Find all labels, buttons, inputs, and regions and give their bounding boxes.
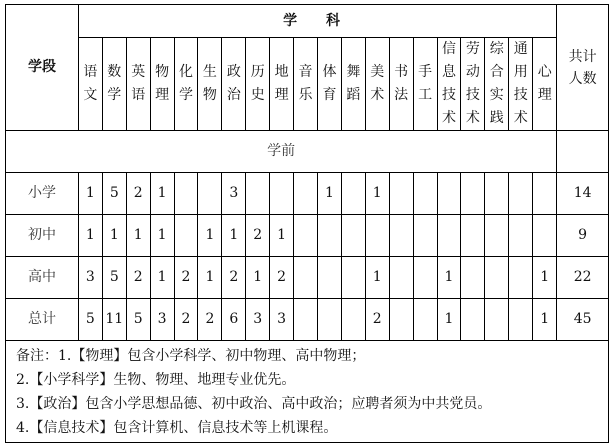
count-cell: 1	[150, 173, 174, 215]
count-cell	[389, 215, 413, 257]
subject-header-cell	[365, 38, 389, 131]
count-cell	[294, 299, 318, 341]
subject-header-cell	[318, 38, 342, 131]
count-cell: 5	[78, 299, 102, 341]
header-row-subjects	[6, 38, 609, 131]
total-cell: 9	[557, 215, 609, 257]
subject-header-label: 地理	[274, 64, 289, 103]
count-cell	[509, 173, 533, 215]
subject-header-label: 生物	[202, 64, 217, 103]
count-cell: 3	[222, 173, 246, 215]
total-column-label: 共计人数	[568, 48, 597, 87]
subject-header-label: 书法	[394, 64, 409, 103]
count-cell	[294, 215, 318, 257]
subject-header-label: 数学	[107, 64, 122, 103]
count-cell	[509, 215, 533, 257]
subject-header-label: 物理	[155, 64, 170, 103]
count-cell	[461, 173, 485, 215]
count-cell	[341, 257, 365, 299]
count-cell	[461, 299, 485, 341]
count-cell: 3	[246, 299, 270, 341]
subject-header-cell	[174, 38, 198, 131]
note-line: 备注：1.【物理】包含小学科学、初中物理、高中物理；	[16, 348, 366, 364]
subject-header-label: 劳动技术	[465, 41, 480, 126]
count-cell: 3	[270, 299, 294, 341]
section-label-preschool: 学前	[6, 131, 557, 173]
subject-group-header: 学 科	[78, 5, 556, 38]
count-cell	[533, 215, 557, 257]
subject-header-label: 化学	[179, 64, 194, 103]
subject-header-label: 通用技术	[513, 41, 528, 126]
section-total-empty	[557, 131, 609, 173]
count-cell: 2	[174, 257, 198, 299]
note-line: 4.【信息技术】包含计算机、信息技术等上机课程。	[16, 420, 338, 436]
subject-header-cell	[533, 38, 557, 131]
section-row-preschool	[6, 131, 609, 173]
count-cell: 1	[365, 257, 389, 299]
subject-header-cell	[126, 38, 150, 131]
subject-header-label: 心理	[537, 64, 552, 103]
count-cell: 2	[222, 257, 246, 299]
count-cell	[318, 257, 342, 299]
subject-header-label: 综合实践	[489, 41, 504, 126]
count-cell	[341, 173, 365, 215]
total-cell: 45	[557, 299, 609, 341]
table-row	[6, 257, 609, 299]
count-cell: 1	[222, 215, 246, 257]
count-cell: 2	[198, 299, 222, 341]
count-cell: 1	[150, 215, 174, 257]
count-cell	[533, 173, 557, 215]
count-cell	[485, 173, 509, 215]
table-row	[6, 215, 609, 257]
table-row	[6, 173, 609, 215]
count-cell	[509, 299, 533, 341]
note-line: 3.【政治】包含小学思想品德、初中政治、高中政治；应聘者须为中共党员。	[16, 396, 492, 412]
subject-header-cell	[341, 38, 365, 131]
count-cell	[437, 173, 461, 215]
subject-header-cell	[437, 38, 461, 131]
subject-header-label: 手工	[418, 64, 433, 103]
total-column-header	[557, 5, 609, 131]
count-cell: 2	[270, 257, 294, 299]
count-cell	[389, 299, 413, 341]
count-cell: 2	[365, 299, 389, 341]
stage-cell: 初中	[6, 215, 79, 257]
count-cell: 2	[126, 257, 150, 299]
subject-header-label: 历史	[250, 64, 265, 103]
count-cell	[485, 299, 509, 341]
count-cell	[294, 257, 318, 299]
header-row-top	[6, 5, 609, 38]
subject-header-cell	[413, 38, 437, 131]
count-cell: 2	[246, 215, 270, 257]
subject-header-label: 美术	[370, 64, 385, 103]
table-row	[6, 299, 609, 341]
count-cell: 1	[533, 299, 557, 341]
count-cell: 1	[78, 173, 102, 215]
subject-header-cell	[294, 38, 318, 131]
total-cell: 22	[557, 257, 609, 299]
subject-header-cell	[246, 38, 270, 131]
subject-header-label: 英语	[131, 64, 146, 103]
count-cell	[437, 215, 461, 257]
subject-header-cell	[222, 38, 246, 131]
note-line: 2.【小学科学】生物、物理、地理专业优先。	[16, 372, 296, 388]
count-cell: 1	[150, 257, 174, 299]
stage-cell: 高中	[6, 257, 79, 299]
count-cell: 1	[533, 257, 557, 299]
count-cell	[174, 215, 198, 257]
count-cell: 5	[102, 173, 126, 215]
count-cell: 1	[102, 215, 126, 257]
subject-header-cell	[150, 38, 174, 131]
count-cell: 3	[78, 257, 102, 299]
subject-header-label: 语文	[83, 64, 98, 103]
subject-header-cell	[389, 38, 413, 131]
count-cell: 1	[246, 257, 270, 299]
count-cell: 1	[437, 257, 461, 299]
count-cell	[318, 299, 342, 341]
total-cell: 14	[557, 173, 609, 215]
count-cell	[174, 173, 198, 215]
subject-header-cell	[102, 38, 126, 131]
staffing-table-sheet	[5, 4, 609, 443]
count-cell: 1	[365, 173, 389, 215]
subject-header-label: 政治	[226, 64, 241, 103]
count-cell	[246, 173, 270, 215]
count-cell	[389, 173, 413, 215]
count-cell	[413, 257, 437, 299]
count-cell: 6	[222, 299, 246, 341]
subject-header-cell	[270, 38, 294, 131]
count-cell	[270, 173, 294, 215]
count-cell	[413, 215, 437, 257]
stage-cell: 小学	[6, 173, 79, 215]
count-cell	[294, 173, 318, 215]
count-cell: 1	[270, 215, 294, 257]
subject-header-label: 信息技术	[441, 41, 456, 126]
count-cell: 1	[198, 215, 222, 257]
count-cell: 1	[78, 215, 102, 257]
count-cell	[509, 257, 533, 299]
count-cell	[318, 215, 342, 257]
stage-column-header: 学段	[6, 5, 79, 131]
count-cell: 1	[318, 173, 342, 215]
count-cell	[461, 257, 485, 299]
count-cell	[365, 215, 389, 257]
notes-box	[5, 341, 609, 443]
subject-header-cell	[461, 38, 485, 131]
count-cell: 3	[150, 299, 174, 341]
count-cell	[341, 215, 365, 257]
count-cell: 5	[102, 257, 126, 299]
subject-header-label: 体育	[322, 64, 337, 103]
subject-header-cell	[485, 38, 509, 131]
count-cell	[198, 173, 222, 215]
count-cell	[389, 257, 413, 299]
subject-header-label: 舞蹈	[346, 64, 361, 103]
count-cell	[341, 299, 365, 341]
count-cell	[413, 173, 437, 215]
subject-header-cell	[78, 38, 102, 131]
count-cell	[485, 257, 509, 299]
subject-header-label: 音乐	[298, 64, 313, 103]
count-cell: 11	[102, 299, 126, 341]
count-cell: 2	[126, 173, 150, 215]
count-cell	[413, 299, 437, 341]
count-cell	[461, 215, 485, 257]
count-cell	[485, 215, 509, 257]
subject-header-cell	[509, 38, 533, 131]
count-cell: 1	[198, 257, 222, 299]
stage-cell: 总计	[6, 299, 79, 341]
count-cell: 2	[174, 299, 198, 341]
staffing-table	[5, 4, 609, 341]
subject-header-cell	[198, 38, 222, 131]
count-cell: 5	[126, 299, 150, 341]
count-cell: 1	[437, 299, 461, 341]
count-cell: 1	[126, 215, 150, 257]
